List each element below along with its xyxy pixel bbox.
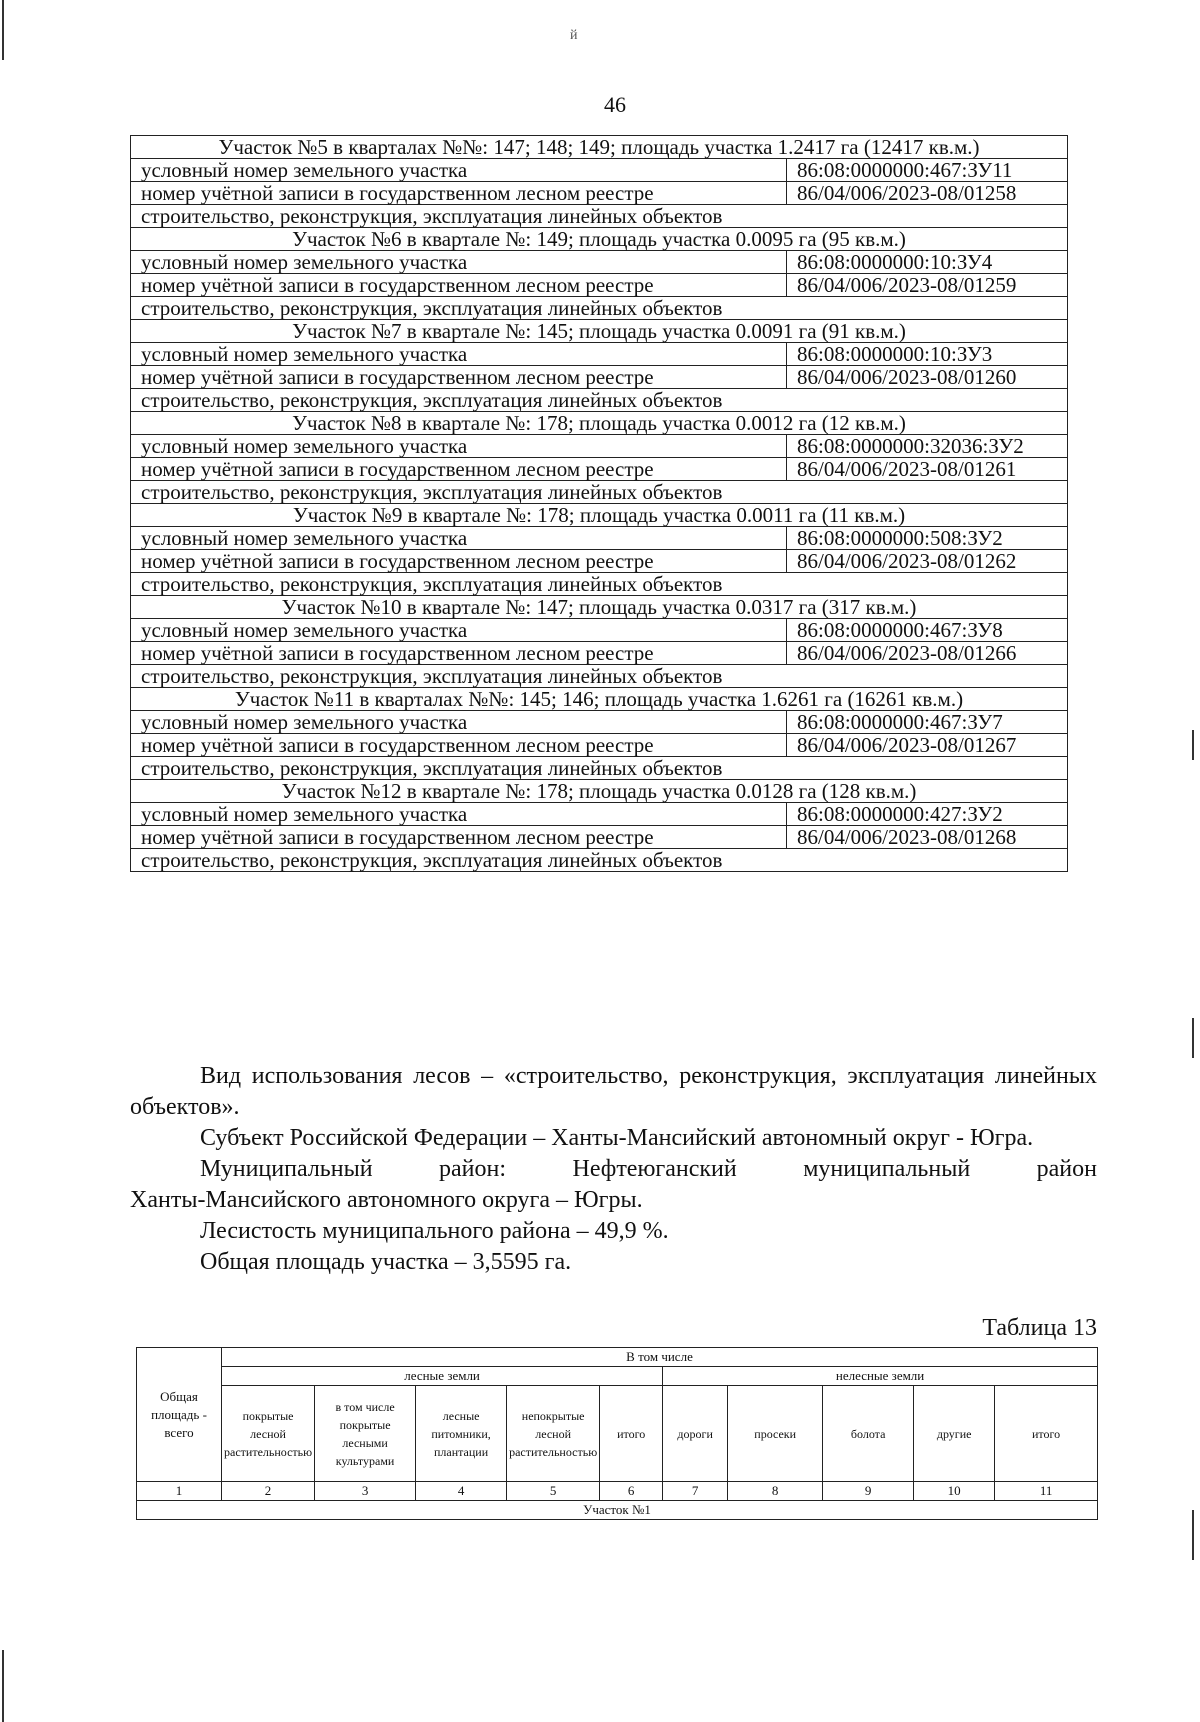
- registry-entry-value: 86/04/006/2023-08/01259: [787, 274, 1068, 297]
- registry-entry-value: 86/04/006/2023-08/01258: [787, 182, 1068, 205]
- table-row: [131, 734, 1068, 757]
- subject-paragraph: Субъект Российской Федерации – Ханты-Мансийский автономный округ - Югра.: [200, 1125, 1034, 1151]
- parcel-header: Участок №10 в квартале №: 147; площадь участка 0.0317 га (317 кв.м.): [131, 596, 1068, 619]
- table-row: [131, 665, 1068, 688]
- table-row: [131, 136, 1068, 159]
- registry-entry-label: номер учётной записи в государственном лесном реестре: [131, 366, 787, 389]
- forest-use-paragraph: Вид использования лесов – «строительство, реконструкция, эксплуатация линейных объектов».: [130, 1063, 1097, 1120]
- table-row: [131, 711, 1068, 734]
- column-number: 2: [222, 1482, 315, 1501]
- table-row: [131, 849, 1068, 872]
- parcel-header: Участок №12 в квартале №: 178; площадь участка 0.0128 га (128 кв.м.): [131, 780, 1068, 803]
- parcel-header: Участок №8 в квартале №: 178; площадь участка 0.0012 га (12 кв.м.): [131, 412, 1068, 435]
- registry-entry-label: номер учётной записи в государственном лесном реестре: [131, 826, 787, 849]
- column-number: 9: [823, 1482, 914, 1501]
- table-row: [131, 366, 1068, 389]
- scan-edge-line: [2, 1650, 4, 1722]
- table-row: [131, 435, 1068, 458]
- total-area-paragraph: Общая площадь участка – 3,5595 га.: [200, 1249, 572, 1275]
- table-row: [131, 251, 1068, 274]
- column-header: в том числе покрытые лесными культурами: [315, 1386, 416, 1482]
- land-use-type: строительство, реконструкция, эксплуатация линейных объектов: [131, 297, 1068, 320]
- conditional-number-value: 86:08:0000000:467:ЗУ7: [787, 711, 1068, 734]
- parcel-table: [130, 135, 1068, 872]
- column-header: лесные питомники, плантации: [416, 1386, 507, 1482]
- land-use-type: строительство, реконструкция, эксплуатация линейных объектов: [131, 665, 1068, 688]
- forest-lands-table: [136, 1347, 1098, 1520]
- district-word: Нефтеюганский: [572, 1156, 737, 1182]
- registry-entry-label: номер учётной записи в государственном лесном реестре: [131, 642, 787, 665]
- conditional-number-label: условный номер земельного участка: [131, 527, 787, 550]
- column-header: итого: [600, 1386, 663, 1482]
- registry-entry-label: номер учётной записи в государственном лесном реестре: [131, 458, 787, 481]
- including-header: В том числе: [222, 1348, 1098, 1367]
- column-number: 8: [728, 1482, 823, 1501]
- registry-entry-value: 86/04/006/2023-08/01266: [787, 642, 1068, 665]
- conditional-number-value: 86:08:0000000:467:ЗУ8: [787, 619, 1068, 642]
- land-use-type: строительство, реконструкция, эксплуатация линейных объектов: [131, 573, 1068, 596]
- table-row: [131, 550, 1068, 573]
- scan-edge-line: [1192, 1510, 1194, 1560]
- table-row: [131, 757, 1068, 780]
- column-header: другие: [914, 1386, 995, 1482]
- forest-cover-paragraph: Лесистость муниципального района – 49,9 %.: [200, 1218, 669, 1244]
- registry-entry-value: 86/04/006/2023-08/01268: [787, 826, 1068, 849]
- forest-lands-header: лесные земли: [222, 1367, 663, 1386]
- scan-edge-line: [1192, 1018, 1194, 1058]
- conditional-number-value: 86:08:0000000:427:ЗУ2: [787, 803, 1068, 826]
- registry-entry-value: 86/04/006/2023-08/01260: [787, 366, 1068, 389]
- conditional-number-label: условный номер земельного участка: [131, 711, 787, 734]
- table-caption: Таблица 13: [982, 1315, 1097, 1341]
- conditional-number-label: условный номер земельного участка: [131, 435, 787, 458]
- body-text: [130, 1061, 1097, 1278]
- parcel-header: Участок №5 в кварталах №№: 147; 148; 149; площадь участка 1.2417 га (12417 кв.м.): [131, 136, 1068, 159]
- conditional-number-label: условный номер земельного участка: [131, 251, 787, 274]
- registry-entry-value: 86/04/006/2023-08/01262: [787, 550, 1068, 573]
- district-word: район:: [439, 1156, 507, 1182]
- conditional-number-label: условный номер земельного участка: [131, 803, 787, 826]
- parcel-header: Участок №6 в квартале №: 149; площадь участка 0.0095 га (95 кв.м.): [131, 228, 1068, 251]
- registry-entry-value: 86/04/006/2023-08/01261: [787, 458, 1068, 481]
- table-row: [131, 182, 1068, 205]
- parcel-header: Участок №11 в кварталах №№: 145; 146; площадь участка 1.6261 га (16261 кв.м.): [131, 688, 1068, 711]
- table-row: [131, 159, 1068, 182]
- conditional-number-label: условный номер земельного участка: [131, 619, 787, 642]
- table-row: [131, 481, 1068, 504]
- table-row: [131, 297, 1068, 320]
- registry-entry-label: номер учётной записи в государственном лесном реестре: [131, 182, 787, 205]
- column-number: 3: [315, 1482, 416, 1501]
- table-row: [131, 803, 1068, 826]
- district-word: район: [1036, 1156, 1097, 1182]
- conditional-number-value: 86:08:0000000:508:ЗУ2: [787, 527, 1068, 550]
- column-number: 5: [507, 1482, 600, 1501]
- column-header: болота: [823, 1386, 914, 1482]
- land-use-type: строительство, реконструкция, эксплуатация линейных объектов: [131, 757, 1068, 780]
- column-number: 4: [416, 1482, 507, 1501]
- district-paragraph-line1: [130, 1154, 1097, 1185]
- table-row: [131, 573, 1068, 596]
- land-use-type: строительство, реконструкция, эксплуатация линейных объектов: [131, 849, 1068, 872]
- scan-edge-line: [2, 0, 4, 60]
- table-row: [131, 274, 1068, 297]
- table-row: [131, 826, 1068, 849]
- registry-entry-value: 86/04/006/2023-08/01267: [787, 734, 1068, 757]
- table-row: [131, 343, 1068, 366]
- conditional-number-value: 86:08:0000000:10:ЗУ3: [787, 343, 1068, 366]
- column-header: дороги: [663, 1386, 728, 1482]
- table-row: [131, 619, 1068, 642]
- column-header: непокрытые лесной растительностью: [507, 1386, 600, 1482]
- registry-entry-label: номер учётной записи в государственном лесном реестре: [131, 734, 787, 757]
- table-row: [131, 688, 1068, 711]
- scan-mark: й: [570, 28, 578, 43]
- district-word: Муниципальный: [200, 1156, 373, 1182]
- parcel-header: Участок №7 в квартале №: 145; площадь участка 0.0091 га (91 кв.м.): [131, 320, 1068, 343]
- nonforest-lands-header: нелесные земли: [663, 1367, 1098, 1386]
- table-row: [131, 205, 1068, 228]
- registry-entry-label: номер учётной записи в государственном лесном реестре: [131, 274, 787, 297]
- district-word: муниципальный: [803, 1156, 971, 1182]
- page-number: 46: [604, 92, 626, 117]
- conditional-number-label: условный номер земельного участка: [131, 159, 787, 182]
- registry-entry-label: номер учётной записи в государственном лесном реестре: [131, 550, 787, 573]
- table-row: [131, 642, 1068, 665]
- conditional-number-value: 86:08:0000000:10:ЗУ4: [787, 251, 1068, 274]
- conditional-number-value: 86:08:0000000:32036:ЗУ2: [787, 435, 1068, 458]
- table-row: [131, 596, 1068, 619]
- column-number: 1: [137, 1482, 222, 1501]
- land-use-type: строительство, реконструкция, эксплуатация линейных объектов: [131, 205, 1068, 228]
- district-paragraph-line2: Ханты-Мансийского автономного округа – Югры.: [130, 1187, 643, 1213]
- land-use-type: строительство, реконструкция, эксплуатация линейных объектов: [131, 481, 1068, 504]
- column-number: 11: [995, 1482, 1098, 1501]
- table-row: [131, 228, 1068, 251]
- column-header: покрытые лесной растительностью: [222, 1386, 315, 1482]
- table-row: [131, 389, 1068, 412]
- conditional-number-value: 86:08:0000000:467:ЗУ11: [787, 159, 1068, 182]
- total-area-header: Общая площадь - всего: [137, 1348, 222, 1482]
- table-row: [131, 504, 1068, 527]
- table-row: [131, 780, 1068, 803]
- scan-edge-line: [1192, 730, 1194, 760]
- section-row: Участок №1: [137, 1501, 1098, 1520]
- table-row: [131, 458, 1068, 481]
- column-number: 7: [663, 1482, 728, 1501]
- column-number: 10: [914, 1482, 995, 1501]
- land-use-type: строительство, реконструкция, эксплуатация линейных объектов: [131, 389, 1068, 412]
- table-row: [131, 320, 1068, 343]
- column-header: просеки: [728, 1386, 823, 1482]
- column-header: итого: [995, 1386, 1098, 1482]
- parcel-header: Участок №9 в квартале №: 178; площадь участка 0.0011 га (11 кв.м.): [131, 504, 1068, 527]
- column-number: 6: [600, 1482, 663, 1501]
- table-row: [131, 527, 1068, 550]
- conditional-number-label: условный номер земельного участка: [131, 343, 787, 366]
- table-row: [131, 412, 1068, 435]
